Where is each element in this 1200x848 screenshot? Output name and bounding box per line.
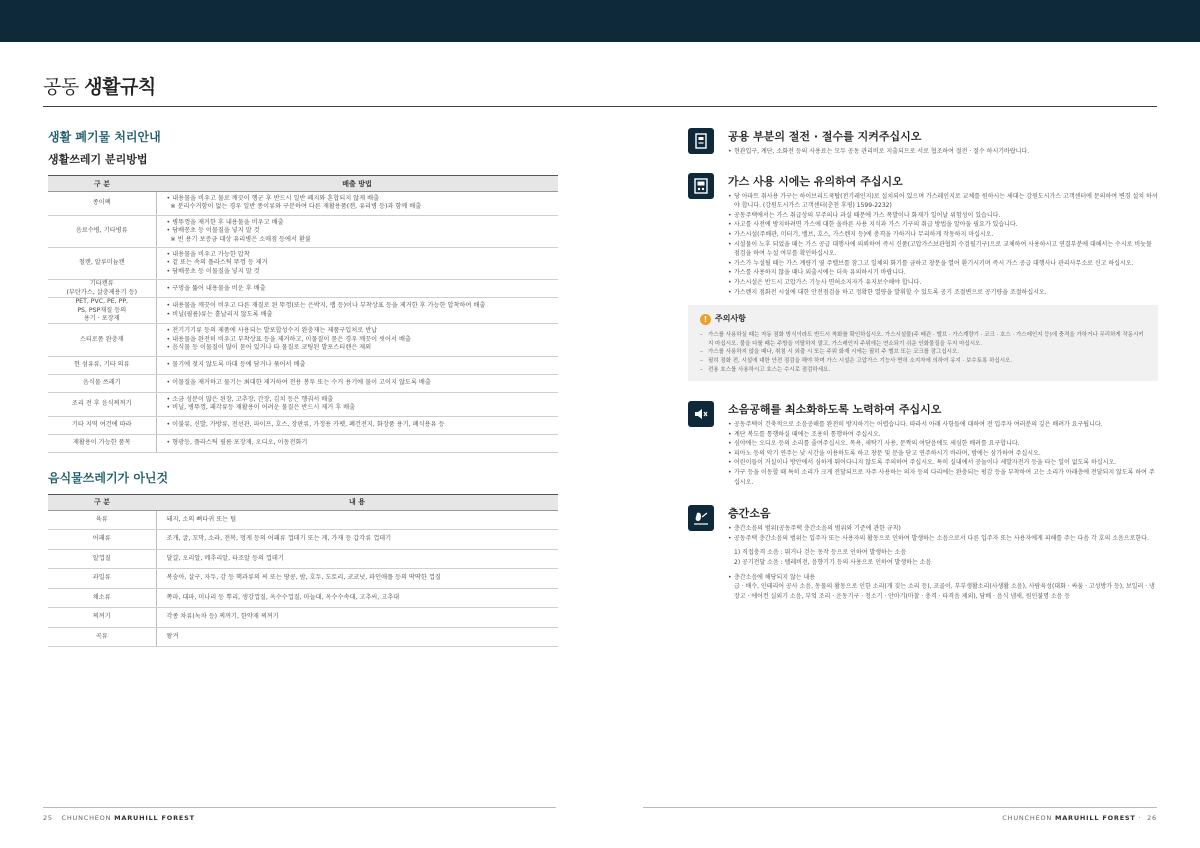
list-item: – 전용 호스를 사용하시고 호스는 수시로 점검하세요.: [700, 366, 1148, 375]
row-category: 음식물 쓰레기: [48, 374, 156, 392]
row-category: 헌 섬유류, 기타 의류: [48, 356, 156, 374]
list-item: • 가스렌지 점화전 시설에 대한 안전점검을 하고 정확한 열량을 발휘할 수 있도록 공기 조절변으로 공기량을 조절하십시오.: [728, 288, 1158, 298]
brand-bold: MARUHILL FOREST: [114, 814, 195, 822]
non-food-waste-heading: 음식물쓰레기가 아닌것: [48, 470, 169, 485]
row-category: 기타캔류 (부탄가스, 살충제용기 등): [48, 280, 156, 298]
description-line: • 형광등, 플라스틱 필름 포장재, 오디오, 이동전화기: [166, 438, 308, 446]
row-description: [156, 248, 558, 280]
footstep-icon: [688, 505, 714, 531]
row-description: 각종 차류(녹차 등) 찌꺼기, 한약재 찌꺼기: [156, 608, 558, 628]
row-category: 스티로폼 완충재: [48, 324, 156, 356]
table-row: [48, 324, 558, 356]
noise-section: [688, 397, 1158, 487]
list-item: • 계단 복도를 통행하실 때에는 조용히 통행하여 주십시오.: [728, 430, 1158, 440]
table-row: [48, 569, 558, 589]
floor-noise-section: [688, 501, 1158, 601]
row-description: 돼지, 소의 뼈다귀 또는 털: [156, 510, 558, 530]
numbered-item: 2) 공기전달 소음 : 텔레비전, 음향기기 등의 사용으로 인하여 발생하는 소음: [734, 559, 932, 567]
recycling-subheading: 생활쓰레기 분리방법: [48, 153, 148, 166]
description-line: • 담배꽁초 등 이물질을 넣지 말 것: [166, 267, 260, 275]
list-item: – 가스를 사용하실 때는 자동 점화 방식이라도 반드시 착화를 확인하십시오. 가스시설물(주 배관 · 밸브 · 가스계량기 · 코크 · 호스 · 가스레인지 등)에 충격을 가하거나 무리하게 작동시키지 마십시오. 불을 다룰 때는 주방을 이탈하지 말고, 가스레인지 주위에는 연소되기 쉬운 인화물질을 두지 마십시오.: [700, 331, 1148, 348]
row-category: 음료수병, 기타병류: [48, 215, 156, 247]
row-category: 과일류: [48, 569, 156, 589]
table-row: [48, 192, 558, 216]
row-category: 곡류: [48, 627, 156, 647]
table-row: [48, 588, 558, 608]
row-description: 왕겨: [156, 627, 558, 647]
list-item: • 현관입구, 계단, 소화전 등의 사용료는 모두 공동 관리비로 지출되므로 서로 협조하여 절전 · 절수 하시기바랍니다.: [728, 147, 1158, 157]
description-line: • 내용물을 깨끗이 비우고 다른 재질로 된 뚜껑(또는 은박지, 랩 등)이나 부착상표 등을 제거한 후 가능한 압착하여 배출: [166, 302, 486, 310]
row-description: 복숭아, 살구, 자두, 감 등 핵과류의 씨 또는 땅콩, 밤, 호두, 도토리, 코코넛, 파인애플 등의 딱딱한 껍질: [156, 569, 558, 589]
non-food-waste-table: [48, 494, 558, 648]
description-line: • 전기기기류 등의 제품에 사용되는 발포합성수지 완충재는 제품구입처로 반납: [166, 327, 378, 335]
description-line: • 병뚜껑을 제거한 후 내용물을 비우고 배출: [166, 218, 284, 226]
row-description: [156, 280, 558, 298]
right-column: [688, 124, 1158, 601]
power-water-section: [688, 124, 1158, 157]
col-header-category: 구 분: [48, 494, 156, 510]
footer-divider-left: [43, 807, 556, 808]
row-description: [156, 192, 558, 216]
description-line: • 이불류, 신발, 가방류, 전선관, 파이프, 호스, 장판류, 가정용 카펫, 폐건전지, 화장품 용기, 폐식용유 등: [166, 420, 445, 428]
gas-section: [688, 169, 1158, 298]
list-item: • 어린이들이 거실이나 방안에서 심하게 뛰어다니지 않도록 주의하여 주십시오. 특히 실내에서 공놀이나 세발자전거 등을 타는 일이 없도록 하십시오.: [728, 458, 1158, 468]
table-row: [48, 627, 558, 647]
building-icon: [688, 128, 714, 154]
gas-meter-icon: [688, 173, 714, 199]
list-item: • 가구 등을 이동할 때 특히 소리가 크게 전달되므로 자주 사용하는 의자 등의 다리에는 완충되는 펑감 등을 부착하여 고는 소리가 아래층에 전달되지 않도록 하여 주십시오.: [728, 468, 1158, 487]
description-line: • 겉 또는 속의 플라스틱 뚜껑 등 제거: [166, 259, 268, 267]
footer-left: [43, 814, 195, 822]
footer-divider-right: [643, 807, 1157, 808]
row-category: 찌꺼기: [48, 608, 156, 628]
row-category: 알껍질: [48, 549, 156, 569]
page-title: [43, 72, 156, 99]
table-row: [48, 374, 558, 392]
description-line: • 음식물 등 이물질이 많이 묻어 있거나 타 물질로 코팅된 발포스티렌은 제외: [166, 344, 372, 352]
table-row: [48, 608, 558, 628]
brand-bold: MARUHILL FOREST: [1054, 814, 1136, 822]
list-item: • 공동주택이 건축적으로 소음공해를 완전히 방지하기는 어렵습니다. 따라서 아래 사항들에 대하여 전 입주자 여러분의 깊은 배려가 요구됩니다.: [728, 420, 1158, 430]
warning-icon: !: [700, 314, 711, 325]
list-item: • 가스가 누설될 때는 가스 계량기 옆 주밸브를 잠그고 일체의 화기를 금하고 창문을 열어 환기시키며 즉시 가스 공급 대행사나 관리사무소로 신고 하십시오.: [728, 259, 1158, 269]
description-line: • 소금 성분이 많은 된장, 고추장, 간장, 김치 등은 헹궈서 배출: [166, 395, 334, 403]
description-line: • 이물질을 제거하고 물기는 최대한 제거하여 전용 봉투 또는 수거 용기에 물이 고이지 않도록 배출: [166, 378, 431, 386]
col-header-content: 내 용: [156, 494, 558, 510]
list-item: – 필히 점화 전, 시설에 대한 안전 점검을 해야 하며 가스 시설은 고압가스 기능사 면허 소지자에 의하여 유지 · 보수토록 하십시오.: [700, 357, 1148, 366]
row-category: 철캔, 알루미늄캔: [48, 248, 156, 280]
section-title: 소음공해를 최소화하도록 노력하여 주십시오: [728, 403, 942, 417]
description-line: • 구멍을 뚫어 내용물을 비운 후 배출: [166, 284, 266, 292]
description-line: • 내용물을 비우고 물로 깨끗이 헹군 후 반드시 일반 폐지와 혼합되지 않게 배출: [166, 195, 380, 202]
page-number-left: 25: [43, 814, 53, 822]
row-description: 쪽파, 대파, 미나리 등 뿌리, 생강껍질, 옥수수껍질, 마늘대, 옥수수속대, 고추씨, 고추대: [156, 588, 558, 608]
table-row: [48, 356, 558, 374]
row-description: 달걀, 오리알, 메추리알, 타조알 등의 껍데기: [156, 549, 558, 569]
section-title: 층간소음: [728, 507, 771, 521]
table-row: [48, 416, 558, 434]
list-item: • 피아노 등의 악기 연주는 낮 시간을 이용하도록 하고 창문 및 문을 닫고 연주하시기 바라며, 밤에는 삼가하여 주십시오.: [728, 449, 1158, 459]
row-description: [156, 356, 558, 374]
page-title-light: 공동: [43, 76, 79, 98]
list-item: • 심야에는 오디오 등의 소리를 줄여주십시오. 목욕, 세탁기 사용, 문짝의 여닫음에도 세심한 배려를 요구합니다.: [728, 439, 1158, 449]
page-number-right: 26: [1147, 814, 1157, 822]
list-item: 급 · 배수, 인테리어 공사 소음, 동물의 활동으로 인한 소리(개 짖는 소리 등), 코골이, 부부생활소리(사생활 소음), 사람육성(대화 · 싸움 · 고성방가 등), 보일러 · 냉장고 · 에어컨 실외기 소음, 부엌 조리 · 운동기구 · 청소기 · 안마기(마찰 · 충격 · 타격음 제외), 담배 · 음식 냄새, 원인불명 소음 등: [734, 583, 1155, 600]
list-item: • 층간소음의 범위(공동주택 층간소음의 범위와 기준에 관한 규칙): [728, 524, 1158, 534]
row-description: [156, 416, 558, 434]
footer-right: CHUNCHEON MARUHILL FOREST · 26: [1002, 814, 1157, 822]
list-item: • 공동주택에서는 가스 취급상의 부주의나 과실 때문에 가스 폭발이나 화재가 일어날 위험성이 있습니다.: [728, 211, 1158, 221]
brand-light: CHUNCHEON: [1002, 814, 1053, 822]
table-row: [48, 280, 558, 298]
row-category: 채소류: [48, 588, 156, 608]
list-item: – 가스를 사용하지 않을 때나, 취침 시 외출 시 또는 주위 화재 시에는 필히 주 밸브 또는 코크를 잠그십시오.: [700, 348, 1148, 357]
description-line: • 내용물을 비우고 가능한 압착: [166, 251, 250, 259]
table-row: [48, 434, 558, 452]
list-item: • 시설물이 노후 되었을 때는 가스 공급 대행사에 의뢰하여 즉시 신품(고압가스보관협회 수검필기구)으로 교체하여 사용하시고 연결부분에 대해서는 수시로 비눗물 점검을 하여 누설 여부를 확인하십시오.: [728, 240, 1158, 259]
description-line: • 물기에 젖지 않도록 마대 등에 담거나 묶어서 배출: [166, 360, 306, 368]
section-title: 공용 부분의 절전 · 절수를 지켜주십시오: [728, 130, 922, 143]
waste-heading: 생활 폐기물 처리안내: [48, 130, 161, 144]
row-category: 육류: [48, 510, 156, 530]
table-row: [48, 510, 558, 530]
row-description: [156, 324, 558, 356]
description-line: • 담배꽁초 등 이물질을 넣지 말 것: [166, 227, 260, 235]
page-title-bold: 생활규칙: [84, 76, 156, 98]
caution-box: [688, 305, 1158, 381]
list-item: • 가스를 사용하지 않을 때나 외출시에는 더욱 유의하시기 바랍니다.: [728, 268, 1158, 278]
col-header-category: 구 분: [48, 176, 156, 192]
row-category: 종이팩: [48, 192, 156, 216]
speaker-mute-icon: [688, 401, 714, 427]
left-column: [48, 128, 558, 647]
list-item: • 가스시설(주배관, 미터기, 밸브, 호스, 가스렌지 등)에 충격을 가하거나 무리하게 작동하지 마십시오.: [728, 230, 1158, 240]
row-category: PET, PVC, PE, PP, PS, PSP재질 등의 용기 · 포장재: [48, 298, 156, 324]
description-line: ※ 분리수거함이 없는 경우 일반 종이류와 구분하여 다른 재활용품(캔, 유리병 등)과 함께 배출: [166, 203, 422, 211]
top-banner: [0, 0, 1200, 42]
list-item: • 층간소음에 해당되지 않는 내용: [728, 573, 1158, 583]
row-category: 조리 전 후 음식찌꺼기: [48, 392, 156, 416]
table-row: [48, 392, 558, 416]
section-title: 가스 사용 시에는 유의하여 주십시오: [728, 174, 903, 188]
row-description: [156, 392, 558, 416]
title-divider: [43, 106, 1157, 107]
list-item: • 사고를 사전에 방지하려면 가스에 대한 올바른 사용 지식과 가스 기구의 취급 방법을 알아둘 필요가 있습니다.: [728, 220, 1158, 230]
list-item: • 가스시설은 반드시 고압가스 기능사 면허소지자가 유지보수해야 합니다.: [728, 278, 1158, 288]
list-item: • 당 아파트 취사용 가구는 하이브리드쿡탑(전기레인지)로 설치되어 있으며 가스레인지로 교체를 원하시는 세대는 강원도시가스 고객센터에 문의하여 변경 설치 하셔야 합니다. (강원도시가스 고객센터(춘천 후평) 1599-2232): [728, 192, 1158, 211]
numbered-item: 1) 직접충격 소음 : 뛰거나 걷는 동작 등으로 인하여 발생하는 소음: [734, 549, 907, 557]
table-row: [48, 549, 558, 569]
table-row: [48, 248, 558, 280]
caution-title: [700, 313, 1148, 325]
brand-light: CHUNCHEON: [61, 814, 112, 822]
row-category: 기타 지역 여건에 따라: [48, 416, 156, 434]
description-line: • 내용물을 완전히 비우고 부착상표 등을 제거하고, 이물질이 묻은 경우 깨끗이 씻어서 배출: [166, 335, 411, 343]
list-item: • 공동주택 층간소음의 범위는 입주자 또는 사용자의 활동으로 인하여 발생하는 소음으로서 다른 입주자 또는 사용자에게 피해를 주는 다음 각 호의 소음으로한다.: [728, 534, 1158, 544]
row-description: [156, 215, 558, 247]
description-line: • 비닐(필름)류는 흩날리지 않도록 배출: [166, 310, 273, 318]
row-description: [156, 374, 558, 392]
row-description: [156, 434, 558, 452]
table-row: [48, 298, 558, 324]
recycling-table: [48, 175, 558, 453]
row-category: 재활용이 가능한 품목: [48, 434, 156, 452]
row-description: [156, 298, 558, 324]
table-row: [48, 215, 558, 247]
row-category: 어패류: [48, 530, 156, 550]
table-row: [48, 530, 558, 550]
row-description: 조개, 굴, 꼬막, 소라, 전복, 멍게 등의 어패류 껍데기 또는 게, 가재 등 갑각류 껍데기: [156, 530, 558, 550]
description-line: • 비닐, 병뚜껑, 패각류등 재활용이 어려운 물질은 반드시 제거 후 배출: [166, 404, 356, 412]
col-header-method: 배출 방법: [156, 176, 558, 192]
description-line: ※ 빈 용기 보증금 대상 유리병은 소매점 등에서 환불: [166, 235, 311, 243]
caution-title-text: 주의사항: [715, 314, 746, 324]
